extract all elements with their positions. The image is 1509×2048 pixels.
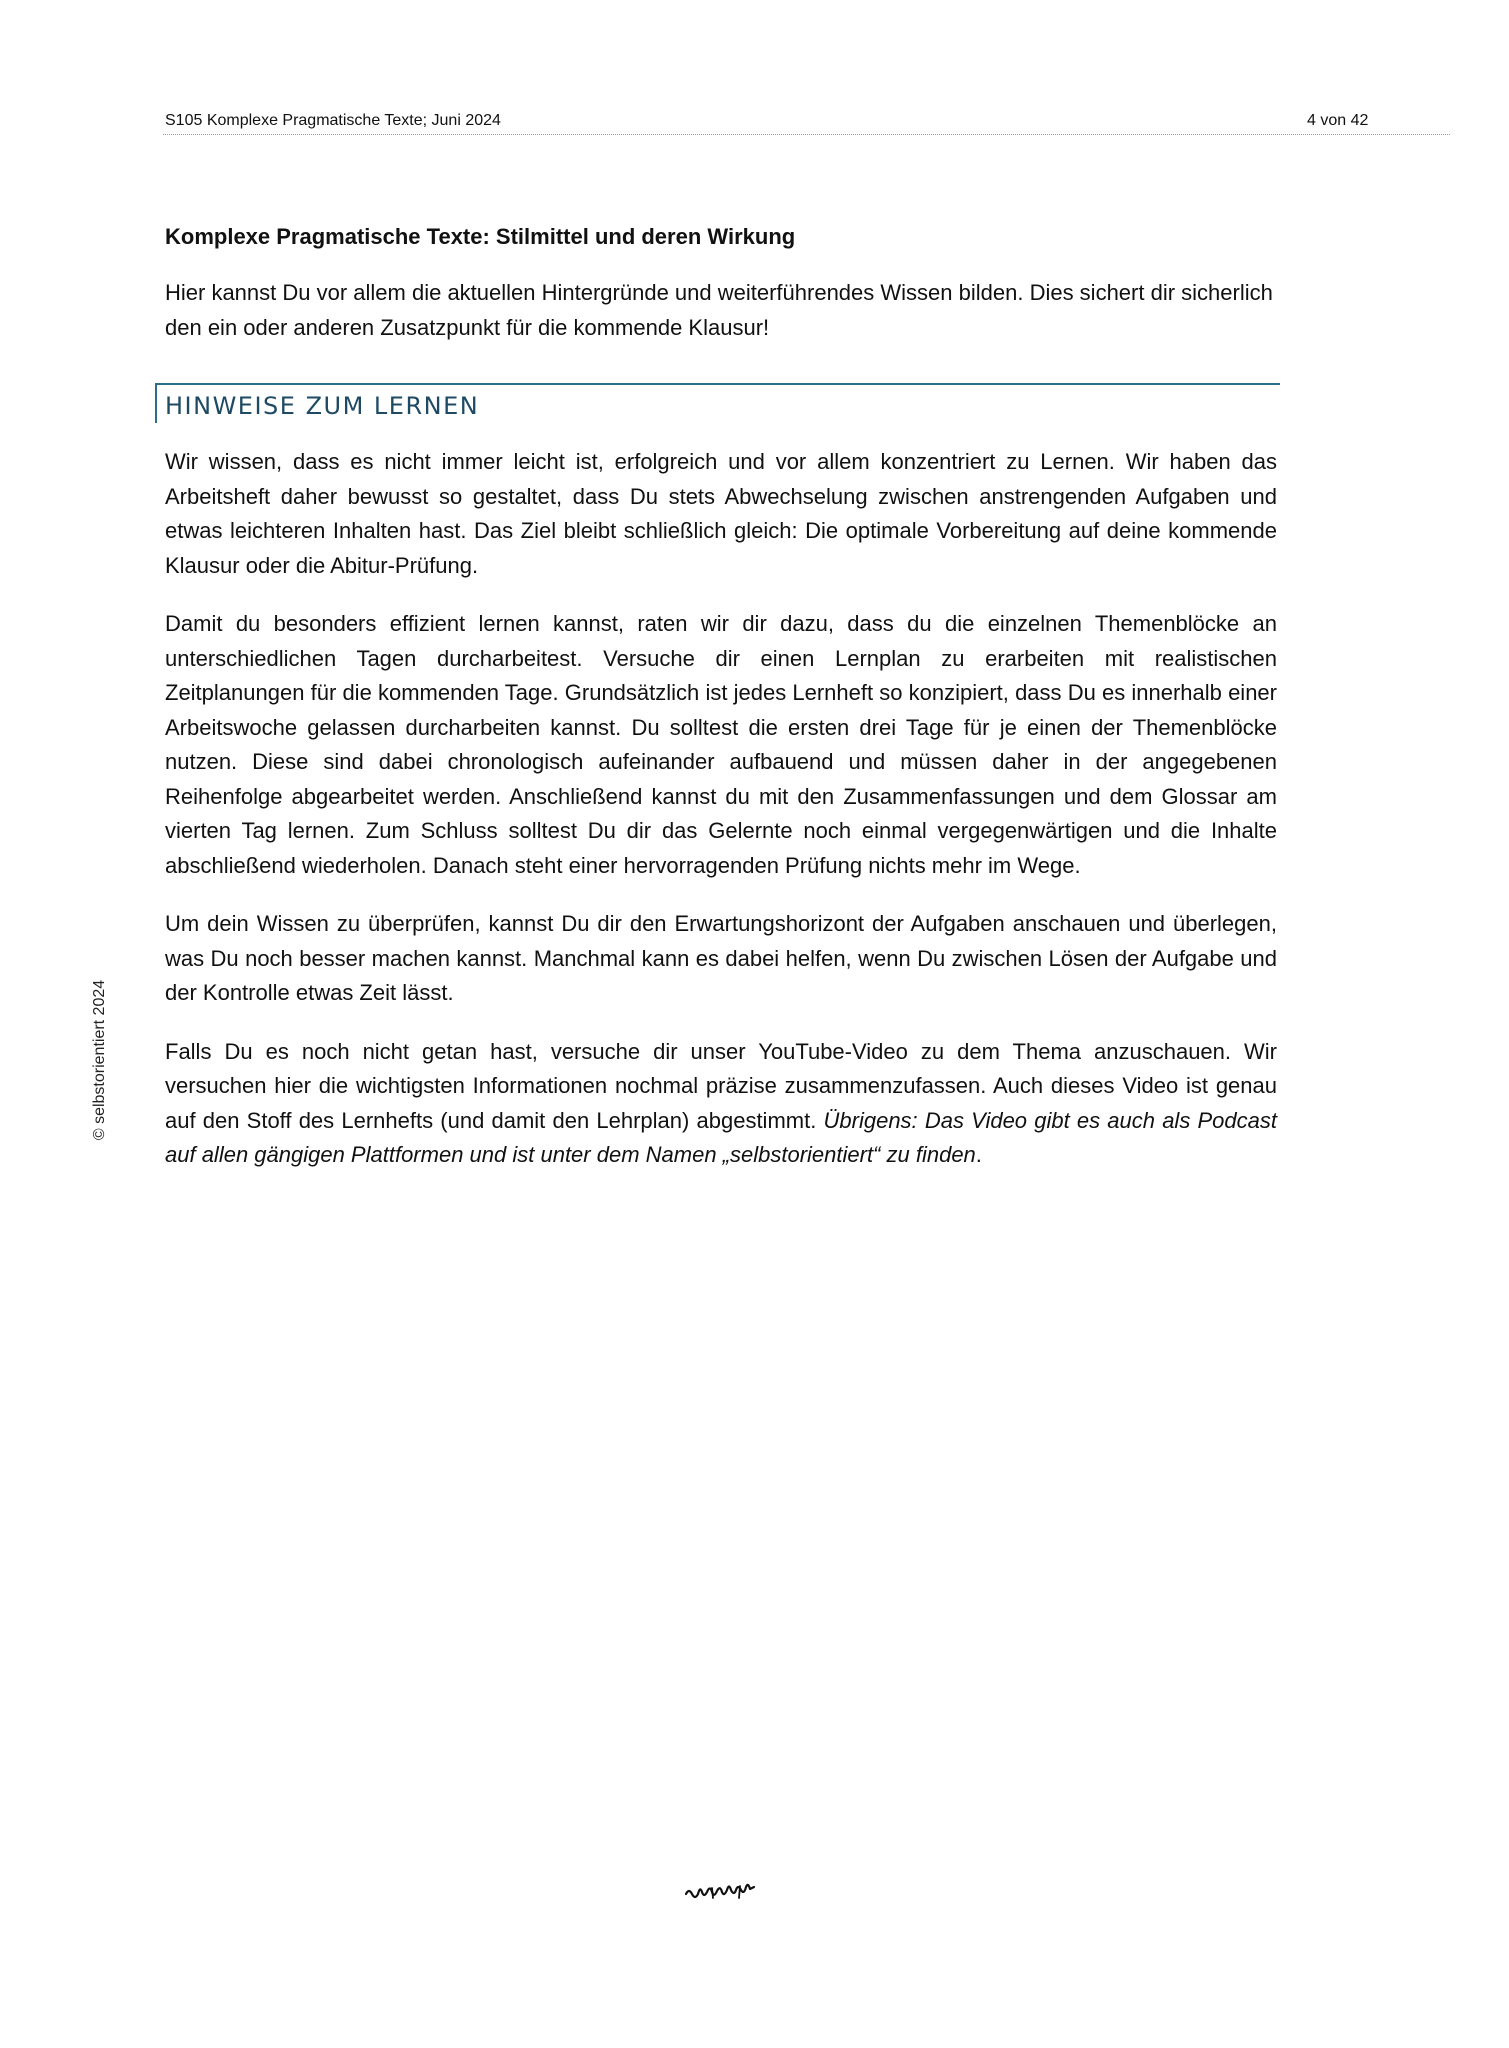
podcast-note: Übrigens: Das Video gibt es auch als Podcast auf allen gängigen Plattformen und ist unter dem Namen „selbstorientiert“ zu finden	[165, 1107, 1277, 1167]
side-copyright: © selbstorientiert 2024	[91, 979, 108, 1141]
paragraph-1: Wir wissen, dass es nicht immer leicht ist, erfolgreich und vor allem konzentriert zu Lernen. Wir haben das Arbeitsheft daher bewusst so gestaltet, dass Du stets Abwechselung zwischen anstrengenden Aufgaben und etwas leichteren Inhalten hast. Das Ziel bleibt schließlich gleich: Die optimale Vorbereitung auf deine kommende Klausur oder die Abitur-Prüfung.	[165, 449, 1277, 578]
document-title: Komplexe Pragmatische Texte: Stilmittel und deren Wirkung	[165, 224, 796, 249]
footer-logo	[682, 1880, 762, 1904]
header-document-title: S105 Komplexe Pragmatische Texte; Juni 2024	[165, 112, 501, 129]
page-header	[163, 108, 1450, 135]
section-heading-box	[155, 383, 1280, 423]
paragraph-4-text: Falls Du es noch nicht getan hast, versuche dir unser YouTube-Video zu dem Thema anzuschauen. Wir versuchen hier die wichtigsten Informationen nochmal präzise zusammenzufassen. Auch dieses Video ist genau auf den Stoff des Lernhefts (und damit den Lehrplan) abgestimmt.	[165, 1038, 1277, 1133]
paragraph-3: Um dein Wissen zu überprüfen, kannst Du dir den Erwartungshorizont der Aufgaben anschauen und überlegen, was Du noch besser machen kannst. Manchmal kann es dabei helfen, wenn Du zwischen Lösen der Aufgabe und der Kontrolle etwas Zeit lässt.	[165, 911, 1277, 1005]
paragraph-4	[165, 1035, 1277, 1173]
paragraph-2: Damit du besonders effizient lernen kannst, raten wir dir dazu, dass du die einzelnen Themenblöcke an unterschiedlichen Tagen durcharbeitest. Versuche dir einen Lernplan zu erarbeiten mit realistischen Zeitplanungen für die kommenden Tage. Grundsätzlich ist jedes Lernheft so konzipiert, dass Du es innerhalb einer Arbeitswoche gelassen durcharbeiten kannst. Du solltest die ersten drei Tage für je einen der Themenblöcke nutzen. Diese sind dabei chronologisch aufeinander aufbauend und müssen daher in der angegebenen Reihenfolge abgearbeitet werden. Anschließend kannst du mit den Zusammenfassungen und dem Glossar am vierten Tag lernen. Zum Schluss solltest Du dir das Gelernte noch einmal vergegenwärtigen und die Inhalte abschließend wiederholen. Danach steht einer hervorragenden Prüfung nichts mehr im Wege.	[165, 611, 1277, 878]
handwritten-logo-icon	[682, 1880, 762, 1904]
paragraph-4-end: .	[975, 1142, 982, 1167]
intro-paragraph: Hier kannst Du vor allem die aktuellen Hintergründe und weiterführendes Wissen bilden. Dies sichert dir sicherlich den ein oder anderen Zusatzpunkt für die kommende Klausur!	[165, 280, 1273, 340]
page-number: 4 von 42	[1307, 112, 1369, 129]
section-heading: HINWEISE ZUM LERNEN	[165, 392, 480, 420]
document-body	[165, 222, 1277, 1173]
